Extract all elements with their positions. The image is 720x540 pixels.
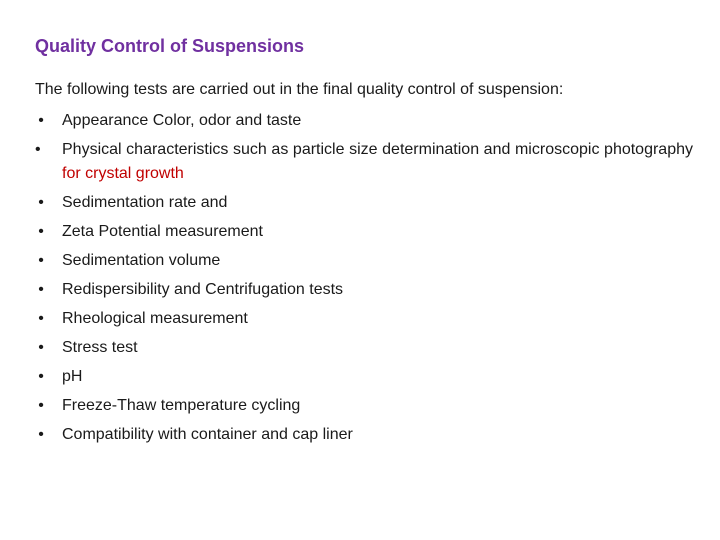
list-item: [35, 307, 693, 331]
list-item-text: Sedimentation volume: [62, 252, 221, 269]
list-item: [35, 365, 693, 389]
list-item: [35, 278, 693, 302]
list-item-text: Stress test: [62, 339, 138, 356]
bullet-icon: •: [38, 281, 44, 298]
bullet-icon: •: [38, 339, 44, 356]
list-item: [35, 249, 693, 273]
intro-text: The following tests are carried out in the final quality control of suspension:: [35, 81, 564, 98]
bullet-icon: •: [38, 112, 44, 129]
bullet-icon: •: [38, 223, 44, 240]
bullet-icon: •: [38, 310, 44, 327]
slide-title: Quality Control of Suspensions: [35, 36, 305, 56]
list-item-text: Freeze-Thaw temperature cycling: [62, 397, 301, 414]
list-item-text: Rheological measurement: [62, 310, 248, 327]
list-item-accent-text: for crystal growth: [62, 165, 184, 182]
list-item: [35, 220, 693, 244]
bullet-icon: •: [35, 141, 41, 158]
list-item: [35, 138, 693, 186]
list-item: [35, 394, 693, 418]
list-item: [35, 423, 693, 447]
list-item-text: Compatibility with container and cap liner: [62, 426, 353, 443]
list-item-text: Physical characteristics such as particle size determination and microscopic photography: [62, 141, 693, 158]
bullet-icon: •: [38, 194, 44, 211]
bullet-icon: •: [38, 426, 44, 443]
bullet-icon: •: [38, 397, 44, 414]
list-item: [35, 336, 693, 360]
list-item-text: Appearance Color, odor and taste: [62, 112, 302, 129]
list-item: [35, 109, 693, 133]
list-item-text: Redispersibility and Centrifugation tests: [62, 281, 344, 298]
bullet-icon: •: [38, 252, 44, 269]
tests-list: [35, 109, 693, 452]
bullet-icon: •: [38, 368, 44, 385]
list-item-text: pH: [62, 368, 83, 385]
list-item-text: Sedimentation rate and: [62, 194, 228, 211]
list-item-text: Zeta Potential measurement: [62, 223, 263, 240]
list-item: [35, 191, 693, 215]
